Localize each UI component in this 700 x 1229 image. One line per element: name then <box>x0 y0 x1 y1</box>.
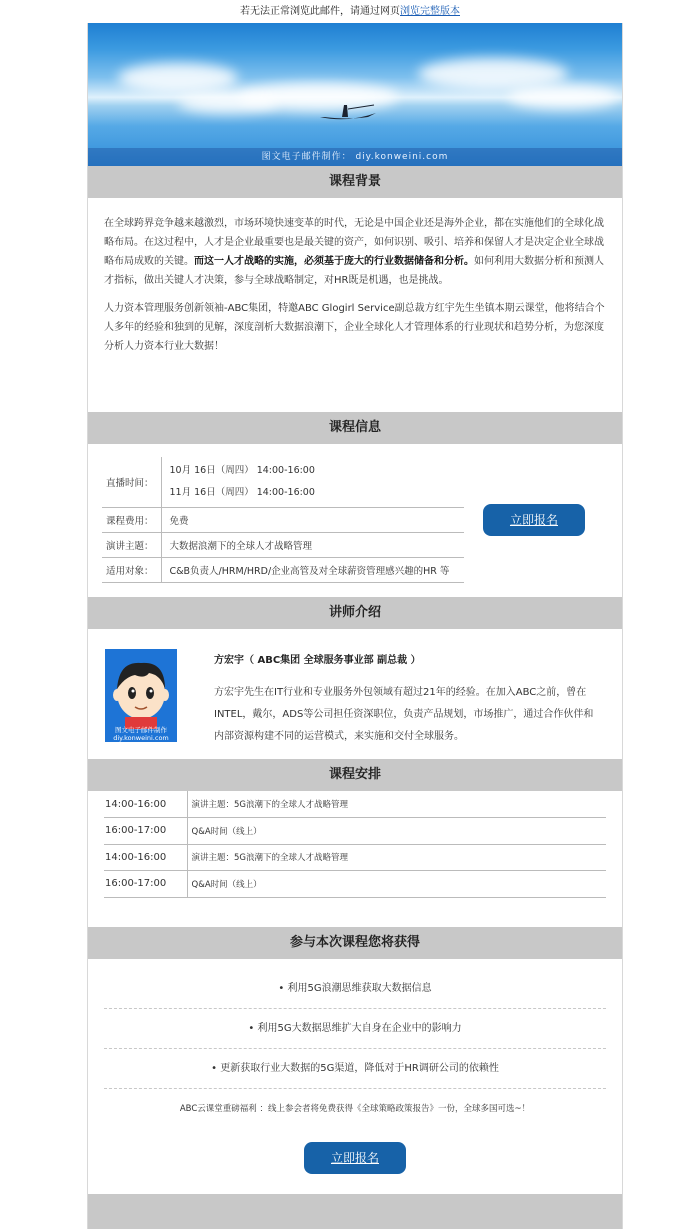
lecturer-bio: 方宏宇先生在IT行业和专业服务外包领域有超过21年的经验。在加入ABC之前，曾在INTEL，戴尔，ADS等公司担任资深职位，负责产品规划，市场推广，通过合作伙伴和内部资源构建不同的运营模式，来实施和交付全球服务。 <box>214 687 594 742</box>
cartoon-face-icon <box>105 649 177 729</box>
info-value: C&B负责人/HRM/HRD/企业高管及对全球薪资管理感兴趣的HR 等 <box>161 558 464 583</box>
schedule-row <box>104 818 606 845</box>
schedule-desc: 演讲主题：5G浪潮下的全球人才战略管理 <box>187 791 606 818</box>
info-row-audience <box>102 558 464 583</box>
info-key: 课程费用： <box>102 508 161 533</box>
gain-item: • 利用5G浪潮思维获取大数据信息 <box>104 969 606 1009</box>
gain-item: • 利用5G大数据思维扩大自身在企业中的影响力 <box>104 1009 606 1049</box>
info-value: 大数据浪潮下的全球人才战略管理 <box>161 533 464 558</box>
background-text-1a: 在全球跨界竞争越来越激烈，市场环境快速变革的时代，无论是中国企业还是海外企业，都在实施他们的全球化战略布局。在这过程中，人才是企业最重要也是最关键的资产，如何识别、吸引、培养和保留人才是决定企业全球战略布局成败的关键。 <box>104 218 604 267</box>
info-row-fee <box>102 508 464 533</box>
view-full-version-link[interactable]: 浏览完整版本 <box>400 6 460 17</box>
background-text-bold: 而这一人才战略的实施，必须基于庞大的行业数据储备和分析。 <box>194 256 474 267</box>
info-key: 直播时间： <box>102 457 161 508</box>
top-notice <box>0 0 700 23</box>
info-value: 免费 <box>161 508 464 533</box>
course-info-section <box>88 444 622 597</box>
gain-item: • 更新获取行业大数据的5G渠道，降低对于HR调研公司的依赖性 <box>104 1049 606 1089</box>
background-section <box>88 198 622 412</box>
info-value <box>161 457 464 508</box>
section-title-lecturer: 讲师介绍 <box>88 597 622 629</box>
schedule-row <box>104 791 606 818</box>
info-key: 适用对象： <box>102 558 161 583</box>
gains-section <box>88 969 622 1194</box>
boat-icon <box>318 103 378 123</box>
schedule-section <box>88 791 622 927</box>
top-notice-text: 若无法正常浏览此邮件，请通过网页 <box>240 6 400 17</box>
session-time-2: 11月 16日（周四） 14:00-16:00 <box>169 487 315 498</box>
banner-caption: 图文电子邮件制作： diy.konweini.com <box>88 148 622 166</box>
lecturer-avatar <box>105 649 177 742</box>
schedule-table <box>104 791 606 898</box>
schedule-desc: 演讲主题：5G浪潮下的全球人才战略管理 <box>187 844 606 871</box>
schedule-desc: Q&A时间（线上） <box>187 818 606 845</box>
schedule-row <box>104 844 606 871</box>
avatar-caption: 图文电子邮件制作 diy.konweini.com <box>113 726 169 742</box>
bonus-note: ABC云课堂重磅福利 ：线上参会者将免费获得《全球策略政策报告》一份，全球多国可选~！ <box>179 1104 531 1114</box>
background-paragraph-2: 人力资本管理服务创新领袖-ABC集团，特邀ABC Glogirl Service副总裁方红宇先生坐镇本期云课堂，他将结合个人多年的经验和独到的见解，深度剖析大数据浪潮下，企业全球化人才管理体系的行业现状和趋势分析，为您深度分析人力资本行业大数据！ <box>104 303 605 352</box>
footer-bar <box>88 1194 622 1229</box>
register-button-bottom[interactable]: 立即报名 <box>304 1142 406 1174</box>
schedule-time: 14:00-16:00 <box>104 791 187 818</box>
background-text-1b: 如何利用大数据分析和预测人才指标，做出关键人才决策，参与全球战略制定，对HR既是机遇，也是挑战。 <box>104 256 604 286</box>
info-key: 演讲主题： <box>102 533 161 558</box>
section-title-gains: 参与本次课程您将获得 <box>88 927 622 959</box>
schedule-row <box>104 871 606 898</box>
schedule-desc: Q&A时间（线上） <box>187 871 606 898</box>
schedule-time: 16:00-17:00 <box>104 818 187 845</box>
info-row-topic <box>102 533 464 558</box>
section-title-schedule: 课程安排 <box>88 759 622 791</box>
section-title-info: 课程信息 <box>88 412 622 444</box>
background-paragraph-1 <box>88 198 622 290</box>
lecturer-name: 方宏宇（ ABC集团 全球服务事业部 副总裁 ） <box>214 655 421 666</box>
info-row-time <box>102 457 464 508</box>
lecturer-section <box>88 629 622 759</box>
schedule-time: 16:00-17:00 <box>104 871 187 898</box>
schedule-time: 14:00-16:00 <box>104 844 187 871</box>
email-body <box>87 23 623 1229</box>
section-title-background: 课程背景 <box>88 166 622 198</box>
course-info-table <box>102 457 464 583</box>
session-time-1: 10月 16日（周四） 14:00-16:00 <box>169 465 315 476</box>
banner-image <box>88 23 622 166</box>
register-button[interactable]: 立即报名 <box>483 504 585 536</box>
